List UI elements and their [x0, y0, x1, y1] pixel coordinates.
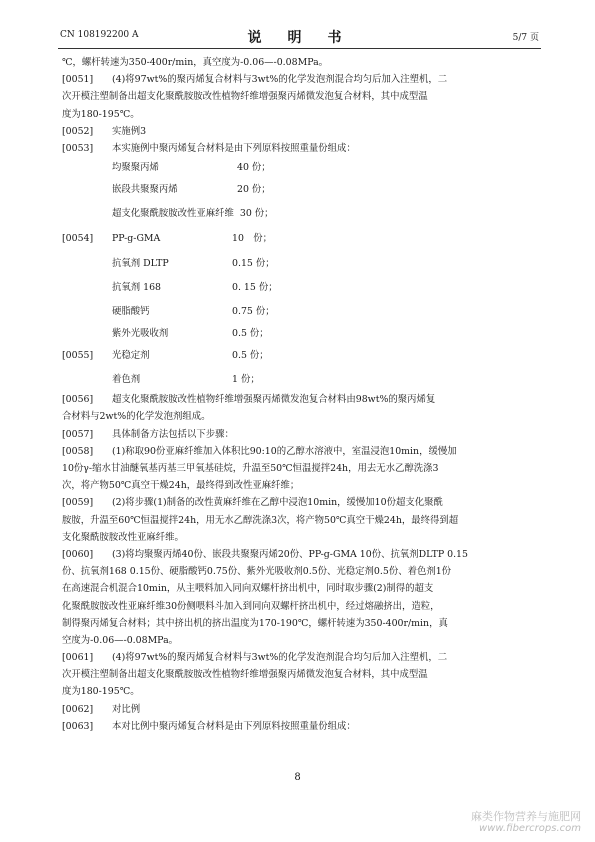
material-name: 抗氧剂 DLTP [112, 257, 169, 269]
paragraph-0053 [62, 140, 537, 157]
material-amount: 0.5 份； [232, 327, 269, 339]
watermark-title: 麻类作物营养与施肥网 [471, 810, 581, 823]
text-line: (3)将均聚聚丙烯40份、嵌段共聚聚丙烯20份、PP-g-GMA 10份、抗氧剂DLTP 0.15 [112, 548, 468, 560]
material-amount: 0.15 份； [232, 257, 275, 269]
page-header-patent-number: CN 108192200 A [60, 30, 139, 40]
section-heading: 实施例3 [112, 125, 147, 137]
text-line: 空度为-0.06—-0.08MPa。 [62, 634, 179, 646]
paragraph-number: [0059] [62, 497, 94, 509]
paragraph-number: [0061] [62, 652, 94, 664]
paragraph-number: [0054] [62, 232, 94, 244]
material-amount: 0.5 份； [232, 349, 269, 361]
material-name: 抗氧剂 168 [112, 281, 161, 293]
material-row [62, 201, 537, 225]
paragraph-number: [0058] [62, 445, 94, 457]
text-line: 合材料与2wt%的化学发泡剂组成。 [62, 411, 211, 423]
paragraph-0059 [62, 494, 537, 511]
material-amount: 1 份； [232, 373, 260, 385]
material-name: 着色剂 [112, 373, 141, 385]
paragraph-number: [0051] [62, 74, 94, 86]
paragraph-number: [0060] [62, 548, 94, 560]
paragraph-0057 [62, 426, 537, 443]
paragraph-number: [0055] [62, 349, 94, 361]
paragraph-number: [0056] [62, 394, 94, 406]
paragraph-0058 [62, 443, 537, 460]
text-line: 次，将产物50℃真空干燥24h，最终得到改性亚麻纤维； [62, 480, 300, 492]
text-line: 本实施例中聚丙烯复合材料是由下列原料按照重量份组成： [112, 142, 356, 154]
paragraph-number: [0052] [62, 125, 94, 137]
material-row [62, 275, 537, 299]
text-line: 超支化聚酰胺胺改性植物纤维增强聚丙烯微发泡复合材料由98wt%的聚丙烯复 [112, 394, 436, 406]
paragraph-number: [0063] [62, 720, 94, 732]
material-name: 均聚聚丙烯 [112, 161, 159, 173]
paragraph-0061 [62, 649, 537, 666]
paragraph-0052 [62, 123, 537, 140]
page-number: 8 [294, 772, 301, 783]
text-line: 支化聚酰胺胺改性亚麻纤维。 [62, 531, 184, 543]
text-line: 度为180-195℃。 [62, 686, 140, 698]
text-line: 化聚酰胺胺改性亚麻纤维30份侧喂料斗加入到同向双螺杆挤出机中，经过熔融挤出，造粒， [62, 600, 440, 612]
text-line: 次开模注塑制备出超支化聚酰胺胺改性植物纤维增强聚丙烯微发泡复合材料，其中成型温 [62, 91, 428, 103]
paragraph-number: [0057] [62, 428, 94, 440]
text-line: 份、抗氧剂168 0.15份、硬脂酸钙0.75份、紫外光吸收剂0.5份、光稳定剂0.5份、着色剂1份 [62, 566, 452, 578]
page-header-page-indicator: 5/7 页 [512, 33, 539, 43]
watermark-url: www.fibercrops.com [479, 823, 581, 834]
paragraph-continuation: ℃，螺杆转速为350-400r/min，真空度为-0.06—-0.08MPa。 [62, 57, 329, 68]
material-row [62, 251, 537, 275]
header-rule [58, 48, 541, 49]
material-row [62, 157, 537, 177]
text-line: 具体制备方法包括以下步骤： [112, 428, 234, 440]
text-line: 在高速混合机混合10min，从主喂料加入同向双螺杆挤出机中，同时取步骤(2)制得的超支 [62, 583, 434, 595]
material-name: 硬脂酸钙 [112, 305, 150, 317]
material-amount: 0.75 份； [232, 305, 275, 317]
paragraph-0062 [62, 701, 537, 718]
paragraph-0063 [62, 718, 537, 735]
material-row [62, 367, 537, 391]
paragraph-0060 [62, 546, 537, 563]
text-line: (4)将97wt%的聚丙烯复合材料与3wt%的化学发泡剂混合均匀后加入注塑机，二 [112, 74, 448, 86]
material-amount: 0. 15 份； [232, 281, 278, 293]
material-name: 超支化聚酰胺胺改性亚麻纤维 [112, 207, 234, 219]
material-amount: 20 份； [237, 183, 271, 195]
paragraph-number: [0053] [62, 142, 94, 154]
text-line: 度为180-195℃。 [62, 108, 140, 120]
text-line: 制得聚丙烯复合材料；其中挤出机的挤出温度为170-190℃，螺杆转速为350-400r/min，真 [62, 617, 448, 629]
text-line: 10份γ-缩水甘油醚氧基丙基三甲氧基硅烷，升温至50℃恒温搅拌24h，用去无水乙醇洗涤3 [62, 462, 439, 474]
paragraph-0056 [62, 391, 537, 408]
material-name: 嵌段共聚聚丙烯 [112, 183, 178, 195]
section-heading: 对比例 [112, 703, 141, 715]
material-row [62, 343, 537, 367]
paragraph-0051 [62, 71, 537, 88]
material-row [62, 177, 537, 201]
text-line: 胺胺，升温至60℃恒温搅拌24h，用无水乙醇洗涤3次，将产物50℃真空干燥24h，最终得到超 [62, 514, 459, 526]
material-amount: 30 份； [239, 207, 274, 219]
material-amount: 10 份； [232, 232, 273, 244]
text-line: (2)将步骤(1)制备的改性黄麻纤维在乙醇中浸泡10min，缓慢加10份超支化聚酰 [112, 497, 443, 509]
material-name: 紫外光吸收剂 [112, 327, 169, 339]
text-line: 次开模注塑制备出超支化聚酰胺胺改性植物纤维增强聚丙烯微发泡复合材料，其中成型温 [62, 669, 428, 681]
page-header-title: 说 明 书 [247, 30, 348, 46]
paragraph-number: [0062] [62, 703, 94, 715]
document-body [62, 54, 537, 735]
material-name: PP-g-GMA [112, 232, 161, 244]
material-row [62, 225, 537, 251]
text-line: (1)称取90份亚麻纤维加入体积比90:10的乙醇水溶液中，室温浸泡10min，缓慢加 [112, 445, 457, 457]
material-row [62, 323, 537, 343]
material-name: 光稳定剂 [112, 349, 150, 361]
text-line: 本对比例中聚丙烯复合材料是由下列原料按照重量份组成： [112, 720, 356, 732]
material-amount: 40 份； [237, 161, 271, 173]
material-row [62, 299, 537, 323]
text-line: (4)将97wt%的聚丙烯复合材料与3wt%的化学发泡剂混合均匀后加入注塑机，二 [112, 652, 448, 664]
